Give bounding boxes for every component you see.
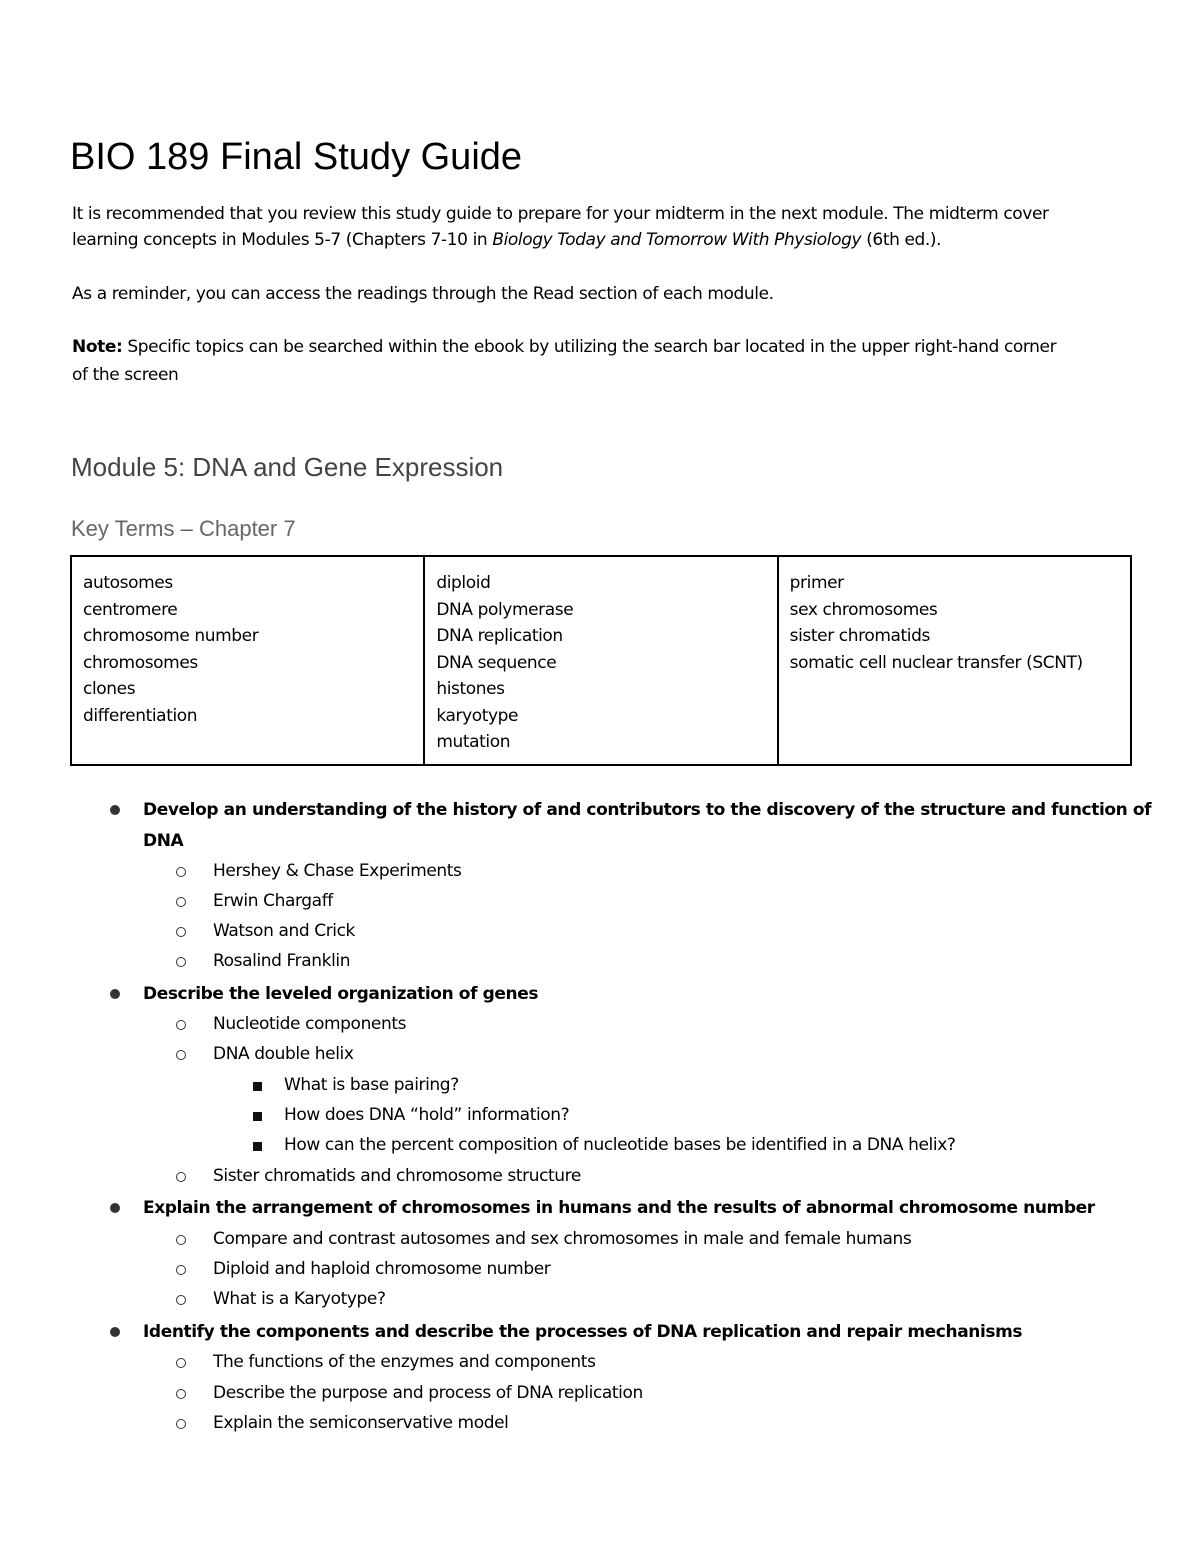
term: somatic cell nuclear transfer (SCNT) [789,652,1083,673]
circle-bullet-icon [176,1419,186,1429]
term: sex chromosomes [789,599,938,620]
circle-bullet-icon [176,1265,186,1275]
list-item: Diploid and haploid chromosome number [213,1259,551,1279]
objective-text: Explain the arrangement of chromosomes in humans and the results of abnormal chromosome number [143,1198,1095,1218]
terms-column-3 [778,556,1131,765]
term: autosomes [83,573,173,593]
key-terms-heading: Key Terms – Chapter 7 [71,516,296,541]
term: mutation [436,732,511,752]
circle-bullet-icon [176,1050,186,1060]
term: differentiation [83,705,198,726]
term: karyotype [436,705,519,726]
list-item: Explain the semiconservative model [213,1413,509,1433]
circle-bullet-icon [176,1389,186,1399]
list-item: Hershey & Chase Experiments [213,861,462,881]
term: chromosome number [83,626,259,646]
list-item: Describe the purpose and process of DNA replication [213,1383,643,1403]
intro-paragraph [72,201,1128,253]
list-item: The functions of the enzymes and components [213,1352,596,1372]
page-title: BIO 189 Final Study Guide [70,136,523,178]
term: diploid [436,573,491,593]
list-item: Nucleotide components [213,1014,407,1034]
list-item: Sister chromatids and chromosome structure [213,1166,581,1186]
bullet-icon [110,1203,120,1213]
square-bullet-icon [253,1142,262,1151]
list-item: What is base pairing? [284,1075,459,1095]
circle-bullet-icon [176,867,186,877]
term: primer [789,573,844,593]
note-text: Specific topics can be searched within the ebook by utilizing the search bar located in the upper right-hand corner [122,337,1057,357]
term: chromosomes [83,652,198,673]
term: DNA sequence [436,652,557,673]
objective-text: Describe the leveled organization of genes [143,984,539,1004]
bullet-icon [110,989,120,999]
objective-text: Identify the components and describe the processes of DNA replication and repair mechanisms [143,1322,1023,1342]
term: sister chromatids [789,626,930,646]
term: clones [83,679,136,699]
bullet-icon [110,1327,120,1337]
circle-bullet-icon [176,1295,186,1305]
circle-bullet-icon [176,897,186,907]
intro-line-2-pre: learning concepts in Modules 5-7 (Chapters 7-10 in [72,230,493,250]
square-bullet-icon [253,1112,262,1121]
table-row [71,556,1131,765]
list-item: Erwin Chargaff [213,891,333,911]
list-item: DNA double helix [213,1044,354,1064]
circle-bullet-icon [176,957,186,967]
list-item: How does DNA “hold” information? [284,1105,570,1125]
note-text-2: of the screen [72,365,179,385]
objective-text: Develop an understanding of the history of and contributors to the discovery of the structure and function of [143,800,1152,820]
book-title: Biology Today and Tomorrow With Physiology [492,230,862,250]
circle-bullet-icon [176,1235,186,1245]
intro-line-1: It is recommended that you review this study guide to prepare for your midterm in the next module. The midterm cover [72,204,1049,224]
bullet-icon [110,805,120,815]
objective-text-cont: DNA [143,831,184,851]
circle-bullet-icon [176,1358,186,1368]
circle-bullet-icon [176,1020,186,1030]
key-terms-table [70,555,1132,766]
square-bullet-icon [253,1082,262,1091]
terms-column-1 [71,556,424,765]
module-heading: Module 5: DNA and Gene Expression [71,452,504,482]
reminder-paragraph: As a reminder, you can access the readings through the Read section of each module. [72,284,774,304]
list-item: What is a Karyotype? [213,1289,386,1309]
list-item: Rosalind Franklin [213,951,351,971]
note-label: Note: [72,337,123,357]
term: DNA replication [436,626,563,646]
list-item: Watson and Crick [213,921,356,941]
terms-column-2 [424,556,777,765]
note-paragraph [72,333,1128,389]
term: DNA polymerase [436,599,574,620]
list-item: Compare and contrast autosomes and sex chromosomes in male and female humans [213,1229,912,1249]
term: centromere [83,599,178,620]
intro-line-2-post: (6th ed.). [861,230,942,250]
circle-bullet-icon [176,1172,186,1182]
list-item: How can the percent composition of nucleotide bases be identified in a DNA helix? [284,1135,956,1155]
circle-bullet-icon [176,927,186,937]
term: histones [436,679,505,699]
